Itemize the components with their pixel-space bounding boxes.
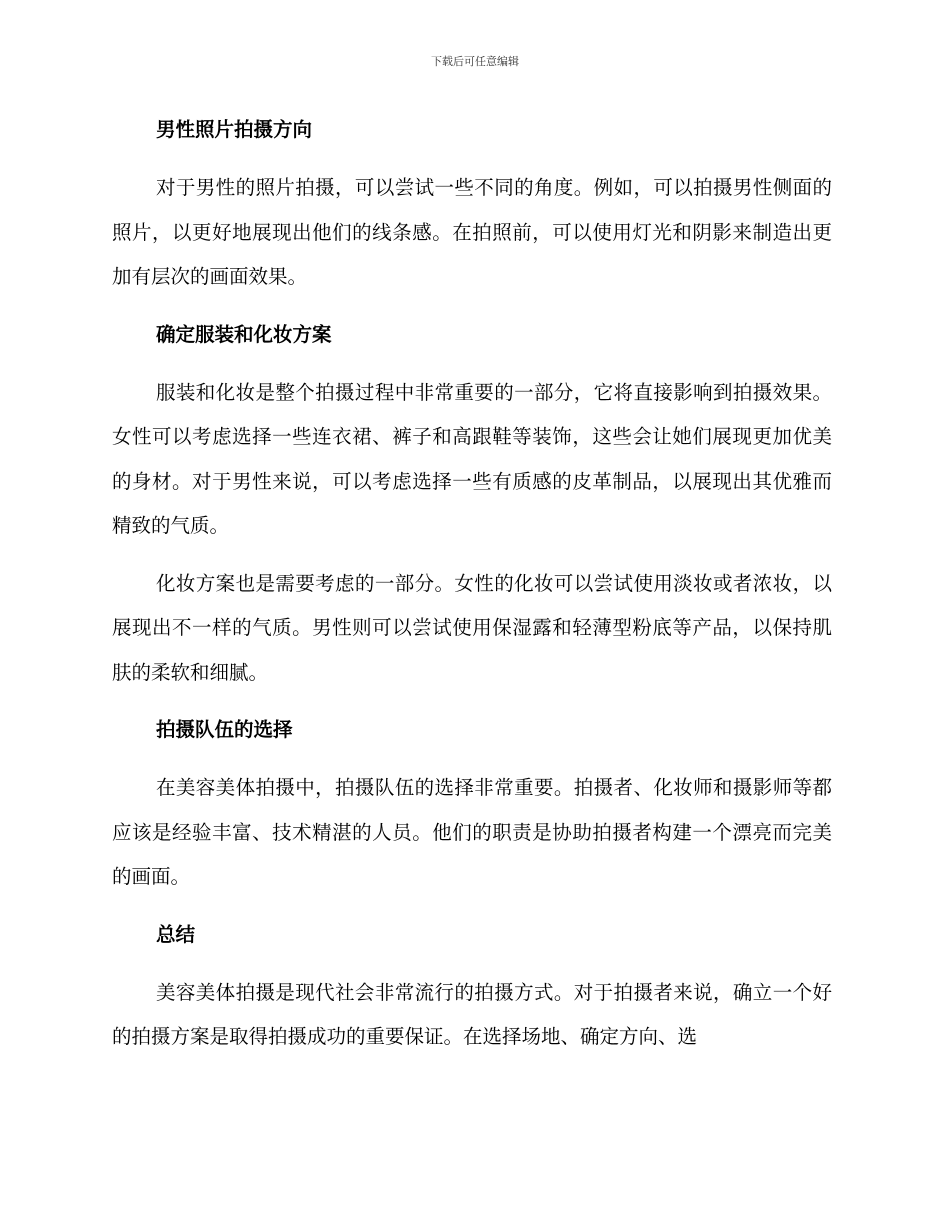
section-heading-summary: 总结 xyxy=(156,922,196,946)
paragraph-makeup: 化妆方案也是需要考虑的一部分。女性的化妆可以尝试使用淡妆或者浓妆，以展现出不一样的气质。男性则可以尝试使用保湿露和轻薄型粉底等产品，以保持肌肤的柔软和细腻。 xyxy=(112,571,832,684)
paragraph-summary: 美容美体拍摄是现代社会非常流行的拍摄方式。对于拍摄者来说，确立一个好的拍摄方案是取得拍摄成功的重要保证。在选择场地、确定方向、选 xyxy=(112,980,832,1048)
section-heading-male-photo-direction: 男性照片拍摄方向 xyxy=(156,118,313,141)
section-heading-team-selection: 拍摄队伍的选择 xyxy=(156,718,293,741)
page-header-note: 下载后可任意编辑 xyxy=(431,55,519,68)
paragraph-male-photo-direction: 对于男性的照片拍摄，可以尝试一些不同的角度。例如，可以拍摄男性侧面的照片，以更好地展现出他们的线条感。在拍照前，可以使用灯光和阴影来制造出更加有层次的画面效果。 xyxy=(112,176,832,288)
section-heading-costume-makeup: 确定服装和化妆方案 xyxy=(156,322,332,346)
paragraph-costume: 服装和化妆是整个拍摄过程中非常重要的一部分，它将直接影响到拍摄效果。女性可以考虑选择一些连衣裙、裤子和高跟鞋等装饰，这些会让她们展现更加优美的身材。对于男性来说，可以考虑选择一些有质感的皮革制品，以展现出其优雅而精致的气质。 xyxy=(112,380,832,537)
paragraph-team-selection: 在美容美体拍摄中，拍摄队伍的选择非常重要。拍摄者、化妆师和摄影师等都应该是经验丰富、技术精湛的人员。他们的职责是协助拍摄者构建一个漂亮而完美的画面。 xyxy=(112,776,832,888)
document-body xyxy=(112,108,832,1073)
